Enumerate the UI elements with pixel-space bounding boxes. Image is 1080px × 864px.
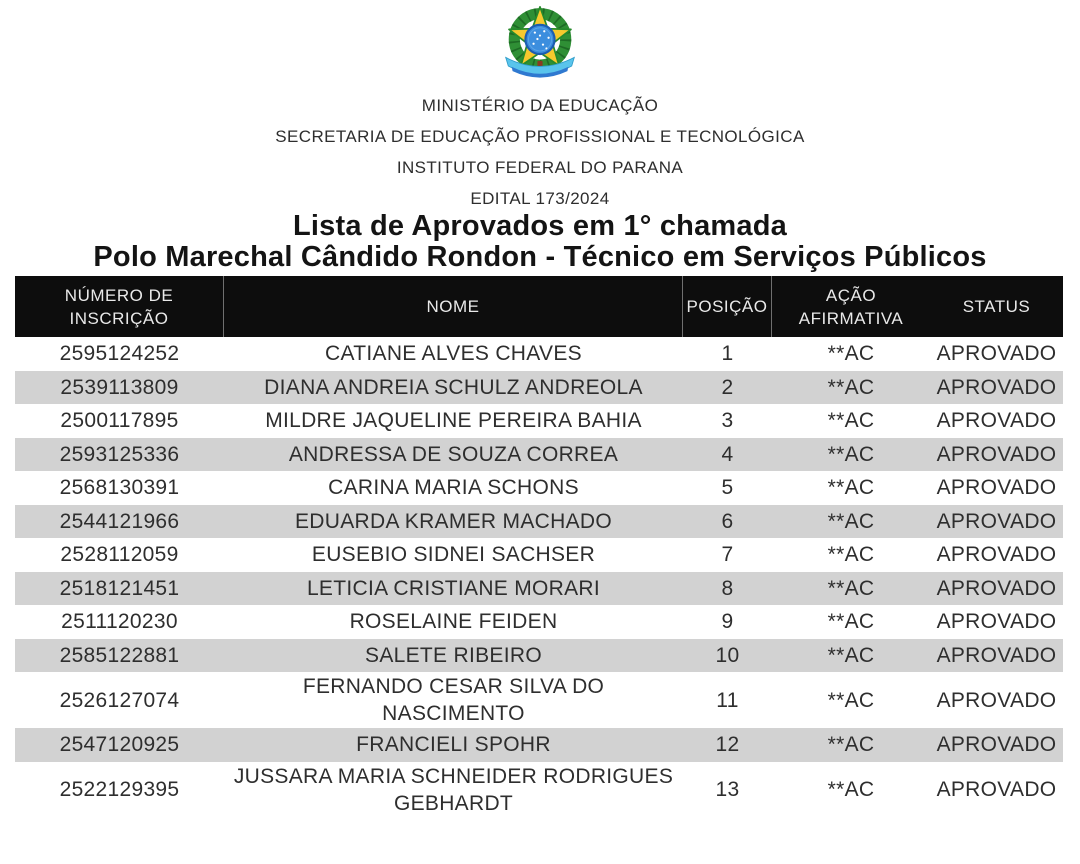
column-header-inscricao: [15, 276, 224, 337]
cell-inscricao: [15, 605, 224, 639]
column-header-label: POSIÇÃO: [686, 297, 768, 316]
cell-status: [930, 505, 1063, 539]
cell-value: 2528112059: [60, 543, 179, 567]
cell-inscricao: [15, 505, 224, 539]
cell-value: LETICIA CRISTIANE MORARI: [306, 576, 601, 600]
cell-nome: [224, 728, 683, 762]
cell-inscricao: [15, 538, 224, 572]
cell-acao: [772, 572, 930, 606]
cell-posicao: [683, 438, 772, 472]
cell-value: ANDRESSA DE SOUZA CORREA: [288, 442, 619, 466]
cell-inscricao: [15, 572, 224, 606]
cell-status: [930, 605, 1063, 639]
cell-acao: [772, 404, 930, 438]
cell-value: APROVADO: [936, 576, 1057, 600]
table-row: [15, 505, 1063, 539]
cell-acao: [772, 438, 930, 472]
cell-acao: [772, 505, 930, 539]
cell-value: APROVADO: [936, 442, 1057, 466]
cell-posicao: [683, 371, 772, 405]
cell-value: **AC: [827, 643, 875, 667]
column-header-acao-afirmativa: [772, 276, 930, 337]
cell-value: SALETE RIBEIRO: [365, 643, 542, 667]
org-line-edital: EDITAL 173/2024: [470, 189, 610, 208]
brazil-coat-of-arms-icon: [495, 6, 585, 89]
cell-value: **AC: [827, 476, 875, 500]
cell-status: [930, 337, 1063, 371]
cell-value: 2595124252: [59, 342, 180, 366]
cell-nome: [224, 572, 683, 606]
cell-value: 5: [721, 476, 734, 500]
list-subtitle: Polo Marechal Cândido Rondon - Técnico em Serviços Públicos: [93, 241, 987, 273]
cell-value: 12: [715, 733, 740, 757]
cell-value: 2518121451: [59, 576, 180, 600]
cell-inscricao: [15, 438, 224, 472]
cell-value: **AC: [827, 610, 875, 634]
cell-value: **AC: [827, 509, 875, 533]
cell-value: APROVADO: [936, 543, 1057, 567]
cell-posicao: [683, 728, 772, 762]
table-row: [15, 371, 1063, 405]
table-row: [15, 471, 1063, 505]
cell-status: [930, 404, 1063, 438]
cell-value: 2593125336: [59, 442, 180, 466]
cell-value: 2544121966: [59, 509, 180, 533]
cell-value: 6: [721, 509, 734, 533]
cell-value: APROVADO: [936, 342, 1057, 366]
table-row: [15, 672, 1063, 728]
column-header-label: NOME: [426, 297, 480, 316]
org-header: [0, 90, 1080, 214]
cell-value: 2568130391: [59, 476, 180, 500]
cell-status: [930, 572, 1063, 606]
org-line-ministry: MINISTÉRIO DA EDUCAÇÃO: [421, 96, 659, 115]
cell-acao: [772, 762, 930, 818]
column-header-label: NÚMERO DE INSCRIÇÃO: [64, 285, 174, 328]
cell-value: JUSSARA MARIA SCHNEIDER RODRIGUES GEBHARDT: [233, 764, 674, 815]
cell-inscricao: [15, 404, 224, 438]
column-header-posicao: [683, 276, 772, 337]
cell-value: **AC: [827, 543, 875, 567]
cell-inscricao: [15, 337, 224, 371]
cell-value: 2511120230: [61, 610, 178, 634]
cell-status: [930, 438, 1063, 472]
cell-inscricao: [15, 672, 224, 728]
cell-status: [930, 371, 1063, 405]
cell-acao: [772, 538, 930, 572]
cell-nome: [224, 538, 683, 572]
cell-value: 2585122881: [59, 643, 180, 667]
list-title: Lista de Aprovados em 1° chamada: [293, 210, 787, 242]
org-line-secretary: SECRETARIA DE EDUCAÇÃO PROFISSIONAL E TECNOLÓGICA: [275, 127, 805, 146]
cell-acao: [772, 471, 930, 505]
cell-status: [930, 728, 1063, 762]
cell-value: **AC: [827, 688, 875, 712]
cell-posicao: [683, 762, 772, 818]
cell-value: 2522129395: [59, 778, 180, 801]
cell-posicao: [683, 672, 772, 728]
cell-value: 2539113809: [60, 375, 179, 399]
column-header-nome: [224, 276, 683, 337]
cell-acao: [772, 639, 930, 673]
cell-posicao: [683, 404, 772, 438]
cell-value: APROVADO: [936, 733, 1057, 757]
cell-value: APROVADO: [936, 476, 1057, 500]
cell-status: [930, 639, 1063, 673]
cell-value: APROVADO: [936, 509, 1057, 533]
org-line-institute: INSTITUTO FEDERAL DO PARANA: [396, 158, 684, 177]
cell-value: **AC: [827, 442, 875, 466]
cell-posicao: [683, 337, 772, 371]
table-body: [15, 337, 1063, 818]
cell-acao: [772, 672, 930, 728]
cell-inscricao: [15, 728, 224, 762]
cell-value: 8: [721, 576, 734, 600]
table-row: [15, 404, 1063, 438]
cell-value: 2547120925: [59, 733, 180, 757]
cell-value: EDUARDA KRAMER MACHADO: [295, 509, 612, 533]
cell-value: 2: [721, 375, 734, 399]
cell-value: CARINA MARIA SCHONS: [328, 476, 579, 500]
cell-value: APROVADO: [936, 688, 1057, 712]
cell-value: **AC: [827, 778, 875, 801]
table-row: [15, 728, 1063, 762]
cell-nome: [224, 762, 683, 818]
cell-value: ROSELAINE FEIDEN: [349, 610, 558, 634]
cell-posicao: [683, 505, 772, 539]
table-row: [15, 572, 1063, 606]
cell-value: 11: [716, 688, 739, 712]
cell-value: CATIANE ALVES CHAVES: [325, 342, 582, 366]
cell-nome: [224, 672, 683, 728]
cell-value: 4: [721, 442, 734, 466]
cell-posicao: [683, 471, 772, 505]
cell-posicao: [683, 605, 772, 639]
cell-nome: [224, 471, 683, 505]
cell-acao: [772, 605, 930, 639]
cell-nome: [224, 438, 683, 472]
cell-posicao: [683, 639, 772, 673]
cell-inscricao: [15, 762, 224, 818]
cell-value: 13: [715, 778, 740, 801]
cell-value: APROVADO: [936, 643, 1057, 667]
approved-list-table: [15, 276, 1063, 818]
table-row: [15, 337, 1063, 371]
cell-value: FERNANDO CESAR SILVA DO NASCIMENTO: [302, 675, 605, 725]
cell-value: APROVADO: [936, 610, 1057, 634]
cell-acao: [772, 371, 930, 405]
cell-value: **AC: [827, 576, 875, 600]
table-row: [15, 438, 1063, 472]
cell-value: APROVADO: [936, 409, 1057, 433]
table-row: [15, 639, 1063, 673]
cell-status: [930, 762, 1063, 818]
cell-inscricao: [15, 371, 224, 405]
cell-value: 10: [715, 643, 740, 667]
cell-acao: [772, 337, 930, 371]
cell-value: 2526127074: [59, 688, 180, 712]
table-row: [15, 605, 1063, 639]
cell-nome: [224, 337, 683, 371]
cell-inscricao: [15, 639, 224, 673]
cell-nome: [224, 505, 683, 539]
cell-nome: [224, 605, 683, 639]
cell-nome: [224, 404, 683, 438]
cell-status: [930, 538, 1063, 572]
cell-posicao: [683, 572, 772, 606]
cell-value: MILDRE JAQUELINE PEREIRA BAHIA: [265, 409, 642, 433]
cell-nome: [224, 371, 683, 405]
cell-value: APROVADO: [936, 778, 1057, 801]
cell-value: **AC: [827, 733, 875, 757]
cell-status: [930, 672, 1063, 728]
cell-value: 9: [721, 610, 734, 634]
cell-nome: [224, 639, 683, 673]
cell-status: [930, 471, 1063, 505]
table-row: [15, 762, 1063, 818]
cell-value: 7: [721, 543, 734, 567]
cell-value: EUSEBIO SIDNEI SACHSER: [311, 543, 596, 567]
column-header-label: STATUS: [962, 297, 1031, 316]
column-header-status: [930, 276, 1063, 337]
cell-value: **AC: [827, 409, 875, 433]
cell-value: 2500117895: [60, 409, 179, 433]
table-row: [15, 538, 1063, 572]
table-header-row: [15, 276, 1063, 337]
cell-value: DIANA ANDREIA SCHULZ ANDREOLA: [264, 375, 643, 399]
cell-value: 1: [721, 342, 734, 366]
cell-value: **AC: [827, 342, 875, 366]
document-titles: [0, 211, 1080, 273]
cell-value: 3: [721, 409, 734, 433]
cell-value: **AC: [827, 375, 875, 399]
cell-posicao: [683, 538, 772, 572]
column-header-label: AÇÃO AFIRMATIVA: [798, 285, 904, 328]
cell-value: FRANCIELI SPOHR: [356, 733, 551, 757]
cell-inscricao: [15, 471, 224, 505]
cell-acao: [772, 728, 930, 762]
cell-value: APROVADO: [936, 375, 1057, 399]
